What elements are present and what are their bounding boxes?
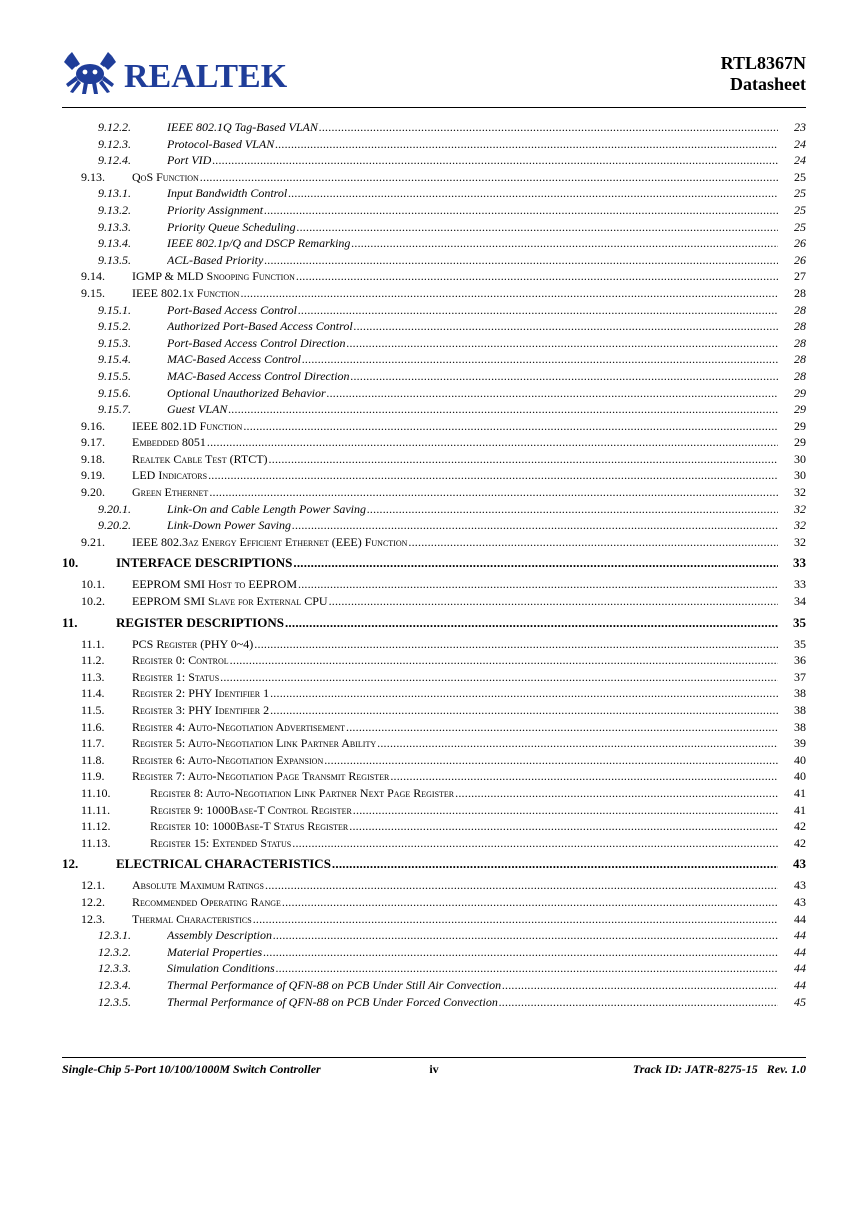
toc-entry-page: 32: [794, 534, 806, 549]
toc-entry-number: 11.6.: [81, 719, 105, 734]
toc-entry-title: EEPROM SMI Slave for External CPU: [132, 594, 328, 609]
toc-entry-number: 9.18.: [81, 451, 105, 466]
toc-entry-number: 9.20.: [81, 485, 105, 500]
toc-entry-title: IGMP & MLD Snooping Function: [132, 269, 295, 284]
toc-entry-number: 12.3.3.: [98, 961, 131, 976]
toc-entry[interactable]: [62, 202, 806, 219]
toc-entry-page: 29: [794, 435, 806, 450]
toc-entry-page: 24: [794, 136, 806, 151]
toc-entry[interactable]: [62, 451, 806, 468]
dot-leader: [327, 385, 778, 402]
toc-entry[interactable]: [62, 285, 806, 302]
toc-entry-title: Register 6: Auto-Negotiation Expansion: [132, 752, 324, 767]
toc-entry-page: 36: [794, 653, 806, 668]
toc-entry-page: 28: [794, 335, 806, 350]
toc-entry[interactable]: [62, 768, 806, 785]
toc-entry-number: 9.19.: [81, 468, 105, 483]
toc-entry-page: 41: [794, 802, 806, 817]
toc-entry-title: IEEE 802.1p/Q and DSCP Remarking: [167, 236, 351, 251]
toc-entry-page: 37: [794, 669, 806, 684]
toc-entry-title: Link-On and Cable Length Power Saving: [167, 501, 366, 516]
dot-leader: [209, 484, 778, 501]
toc-entry[interactable]: [62, 685, 806, 702]
toc-entry-number: 9.13.: [81, 169, 105, 184]
table-of-contents: [62, 119, 806, 1010]
toc-entry-title: Register 4: Auto-Negotiation Advertisement: [132, 719, 346, 734]
toc-entry-page: 30: [794, 451, 806, 466]
dot-leader: [276, 960, 778, 977]
footer-divider: [62, 1057, 806, 1058]
toc-entry-page: 44: [794, 928, 806, 943]
toc-entry[interactable]: [62, 735, 806, 752]
toc-entry[interactable]: [62, 593, 806, 610]
chip-name: RTL8367N: [720, 53, 806, 73]
toc-entry-title: Register 8: Auto-Negotiation Link Partner Next Page Register: [150, 785, 455, 800]
toc-entry-number: 12.3.1.: [98, 928, 131, 943]
toc-entry-number: 11.11.: [81, 802, 111, 817]
toc-entry-title: EEPROM SMI Host to EEPROM: [132, 577, 297, 592]
dot-leader: [332, 855, 778, 873]
toc-entry-number: 9.15.7.: [98, 402, 131, 417]
toc-entry-number: 9.20.1.: [98, 501, 131, 516]
toc-entry-title: Guest VLAN: [167, 402, 228, 417]
toc-entry[interactable]: [62, 614, 806, 632]
toc-entry-page: 32: [794, 501, 806, 516]
toc-entry-number: 9.13.2.: [98, 202, 131, 217]
toc-entry-title: Absolute Maximum Ratings: [132, 878, 265, 893]
toc-entry[interactable]: [62, 467, 806, 484]
toc-entry-page: 44: [794, 961, 806, 976]
dot-leader: [354, 318, 778, 335]
toc-entry-page: 25: [794, 219, 806, 234]
toc-entry-number: 9.13.1.: [98, 186, 131, 201]
dot-leader: [220, 669, 778, 686]
dot-leader: [293, 554, 778, 572]
toc-entry-title: IEEE 802.1D Function: [132, 418, 243, 433]
toc-entry-title: Register 7: Auto-Negotiation Page Transmit Register: [132, 769, 390, 784]
toc-entry-page: 25: [794, 186, 806, 201]
dot-leader: [269, 451, 778, 468]
dot-leader: [263, 944, 778, 961]
toc-entry-title: Register 2: PHY Identifier 1: [132, 686, 270, 701]
toc-entry-number: 11.4.: [81, 686, 105, 701]
toc-entry-page: 28: [794, 368, 806, 383]
toc-entry-number: 11.3.: [81, 669, 105, 684]
toc-entry-number: 10.: [62, 555, 79, 571]
toc-entry-title: Register 3: PHY Identifier 2: [132, 703, 270, 717]
toc-entry[interactable]: [62, 136, 806, 153]
toc-entry-title: Register 9: 1000Base-T Control Register: [150, 802, 352, 817]
toc-entry-number: 9.15.4.: [98, 352, 131, 367]
toc-entry-page: 28: [794, 302, 806, 317]
toc-entry-page: 24: [794, 153, 806, 168]
toc-entry-page: 38: [794, 703, 806, 717]
dot-leader: [208, 467, 778, 484]
toc-entry-page: 42: [794, 819, 806, 834]
toc-entry-title: IEEE 802.3az Energy Efficient Ethernet (EEE) Function: [132, 534, 408, 549]
toc-entry-title: Thermal Characteristics: [132, 911, 252, 926]
toc-entry[interactable]: [62, 119, 806, 136]
toc-entry-page: 28: [794, 319, 806, 334]
toc-entry-title: Green Ethernet: [132, 485, 209, 500]
dot-leader: [377, 735, 778, 752]
toc-entry-number: 11.9.: [81, 769, 105, 784]
toc-entry-page: 42: [794, 835, 806, 850]
doc-type: Datasheet: [730, 74, 806, 94]
toc-entry-page: 39: [794, 736, 806, 751]
toc-entry-number: 9.14.: [81, 269, 105, 284]
dot-leader: [200, 169, 778, 186]
toc-entry[interactable]: [62, 802, 806, 819]
toc-entry[interactable]: [62, 185, 806, 202]
toc-entry[interactable]: [62, 554, 806, 572]
dot-leader: [240, 285, 778, 302]
toc-entry[interactable]: [62, 855, 806, 873]
toc-entry-number: 9.13.3.: [98, 219, 131, 234]
toc-entry[interactable]: [62, 484, 806, 501]
toc-entry-title: Register 10: 1000Base-T Status Register: [150, 819, 349, 834]
toc-entry-page: 43: [793, 856, 806, 872]
toc-entry[interactable]: [62, 785, 806, 802]
toc-entry-title: INTERFACE DESCRIPTIONS: [116, 555, 293, 571]
toc-entry-page: 40: [794, 752, 806, 767]
toc-entry-number: 9.21.: [81, 534, 105, 549]
toc-entry[interactable]: [62, 894, 806, 911]
toc-entry[interactable]: [62, 944, 806, 961]
toc-entry-title: Register 15: Extended Status: [150, 835, 292, 850]
toc-entry-page: 25: [794, 202, 806, 217]
toc-entry-title: Thermal Performance of QFN-88 on PCB Under Still Air Convection: [167, 977, 502, 992]
toc-entry-page: 44: [794, 977, 806, 992]
dot-leader: [298, 576, 778, 593]
toc-entry-number: 9.13.5.: [98, 252, 131, 267]
dot-leader: [499, 994, 778, 1011]
toc-entry-page: 35: [794, 636, 806, 651]
toc-entry-number: 11.10.: [81, 785, 111, 800]
toc-entry-title: ELECTRICAL CHARACTERISTICS: [116, 856, 331, 872]
toc-entry-title: Recommended Operating Range: [132, 894, 281, 909]
toc-entry-number: 12.3.: [81, 911, 105, 926]
dot-leader: [347, 335, 778, 352]
toc-entry-title: REGISTER DESCRIPTIONS: [116, 614, 284, 630]
toc-entry[interactable]: [62, 927, 806, 944]
dot-leader: [324, 752, 778, 769]
toc-entry-title: Register 1: Status: [132, 669, 220, 684]
dot-leader: [455, 785, 778, 802]
dot-leader: [282, 894, 778, 911]
toc-entry-number: 11.13.: [81, 835, 111, 850]
dot-leader: [292, 835, 778, 852]
toc-entry-title: MAC-Based Access Control Direction: [167, 368, 350, 383]
toc-entry-page: 43: [794, 878, 806, 893]
page-header: [62, 44, 806, 108]
toc-entry-number: 11.2.: [81, 653, 105, 668]
dot-leader: [502, 977, 778, 994]
dot-leader: [292, 517, 778, 534]
toc-entry[interactable]: [62, 401, 806, 418]
toc-entry-title: Embedded 8051: [132, 435, 206, 450]
toc-entry-page: 26: [794, 252, 806, 267]
dot-leader: [297, 219, 778, 236]
toc-entry-page: 35: [793, 614, 806, 630]
toc-entry-title: PCS Register (PHY 0~4): [132, 636, 254, 651]
realtek-logo: [62, 50, 302, 96]
toc-entry[interactable]: [62, 152, 806, 169]
toc-entry-title: Realtek Cable Test (RTCT): [132, 451, 268, 466]
toc-entry-page: 30: [794, 468, 806, 483]
toc-entry-number: 9.15.6.: [98, 385, 131, 400]
dot-leader: [207, 434, 778, 451]
toc-entry-title: Port-Based Access Control Direction: [167, 335, 346, 350]
toc-entry-number: 9.13.4.: [98, 236, 131, 251]
toc-entry-title: QoS Function: [132, 169, 199, 184]
toc-entry-page: 44: [794, 944, 806, 959]
toc-entry[interactable]: [62, 252, 806, 269]
toc-entry[interactable]: [62, 977, 806, 994]
toc-entry-title: Input Bandwidth Control: [167, 186, 288, 201]
dot-leader: [212, 152, 778, 169]
toc-entry-number: 9.15.3.: [98, 335, 131, 350]
footer-track-id: Track ID: JATR-8275-15 Rev. 1.0: [632, 1062, 806, 1076]
toc-entry[interactable]: [62, 434, 806, 451]
toc-entry-page: 32: [794, 518, 806, 533]
toc-entry-title: Simulation Conditions: [167, 961, 275, 976]
toc-entry-page: 40: [794, 769, 806, 784]
dot-leader: [264, 202, 778, 219]
document-title: [721, 53, 806, 95]
toc-entry-title: Protocol-Based VLAN: [167, 136, 275, 151]
toc-entry-title: Link-Down Power Saving: [167, 518, 291, 533]
toc-entry[interactable]: [62, 994, 806, 1011]
toc-entry[interactable]: [62, 169, 806, 186]
crab-emblem-icon: [64, 52, 116, 94]
toc-entry-number: 12.3.2.: [98, 944, 131, 959]
dot-leader: [349, 818, 778, 835]
toc-entry-number: 11.7.: [81, 736, 105, 751]
toc-entry-title: Material Properties: [167, 944, 263, 959]
dot-leader: [228, 401, 778, 418]
toc-entry-title: Priority Assignment: [167, 202, 264, 217]
toc-entry-title: MAC-Based Access Control: [167, 352, 301, 367]
dot-leader: [264, 252, 778, 269]
toc-entry[interactable]: [62, 268, 806, 285]
dot-leader: [273, 927, 778, 944]
toc-entry[interactable]: [62, 702, 806, 719]
toc-entry-number: 10.2.: [81, 594, 105, 609]
dot-leader: [275, 136, 778, 153]
toc-entry-number: 9.15.2.: [98, 319, 131, 334]
toc-entry-title: Priority Queue Scheduling: [167, 219, 296, 234]
toc-entry[interactable]: [62, 719, 806, 736]
dot-leader: [346, 719, 778, 736]
toc-entry[interactable]: [62, 517, 806, 534]
toc-entry-number: 11.12.: [81, 819, 111, 834]
toc-entry-page: 41: [794, 785, 806, 800]
toc-entry[interactable]: [62, 636, 806, 653]
toc-entry[interactable]: [62, 235, 806, 252]
toc-entry[interactable]: [62, 835, 806, 852]
toc-entry-title: LED Indicators: [132, 468, 208, 483]
toc-entry-number: 9.12.4.: [98, 153, 131, 168]
toc-entry[interactable]: [62, 652, 806, 669]
toc-entry[interactable]: [62, 351, 806, 368]
toc-entry-title: Thermal Performance of QFN-88 on PCB Under Forced Convection: [167, 994, 498, 1009]
toc-entry-page: 26: [794, 236, 806, 251]
toc-entry-page: 34: [794, 594, 806, 609]
toc-entry[interactable]: [62, 418, 806, 435]
toc-entry-number: 9.20.2.: [98, 518, 131, 533]
toc-entry[interactable]: [62, 669, 806, 686]
page-number: iv: [429, 1062, 439, 1076]
dot-leader: [353, 802, 778, 819]
toc-entry-number: 9.15.5.: [98, 368, 131, 383]
toc-entry-number: 9.17.: [81, 435, 105, 450]
toc-entry[interactable]: [62, 368, 806, 385]
toc-entry[interactable]: [62, 877, 806, 894]
toc-entry-number: 9.12.3.: [98, 136, 131, 151]
toc-entry-page: 32: [794, 485, 806, 500]
toc-entry-title: ACL-Based Priority: [167, 252, 264, 267]
toc-entry[interactable]: [62, 911, 806, 928]
toc-entry-number: 12.2.: [81, 894, 105, 909]
dot-leader: [285, 614, 778, 632]
dot-leader: [230, 652, 778, 669]
toc-entry-number: 12.3.4.: [98, 977, 131, 992]
dot-leader: [351, 368, 778, 385]
toc-entry-page: 28: [794, 352, 806, 367]
toc-entry-page: 44: [794, 911, 806, 926]
toc-entry-title: Port VID: [167, 153, 212, 168]
brand-name: REALTEK: [124, 58, 288, 95]
dot-leader: [329, 593, 778, 610]
dot-leader: [298, 302, 778, 319]
toc-entry-number: 12.3.5.: [98, 994, 131, 1009]
toc-entry-number: 9.15.1.: [98, 302, 131, 317]
toc-entry[interactable]: [62, 335, 806, 352]
dot-leader: [253, 911, 778, 928]
toc-entry-title: Assembly Description: [167, 928, 272, 943]
toc-entry-page: 38: [794, 686, 806, 701]
dot-leader: [243, 418, 778, 435]
toc-entry-page: 28: [794, 285, 806, 300]
toc-entry[interactable]: [62, 302, 806, 319]
toc-entry-page: 27: [794, 269, 806, 284]
toc-entry-page: 43: [794, 894, 806, 909]
toc-entry-number: 12.1.: [81, 878, 105, 893]
toc-entry[interactable]: [62, 960, 806, 977]
toc-entry-title: Authorized Port-Based Access Control: [167, 319, 353, 334]
dot-leader: [288, 185, 778, 202]
toc-entry-number: 9.15.: [81, 285, 105, 300]
dot-leader: [296, 268, 778, 285]
toc-entry-title: Register 5: Auto-Negotiation Link Partner Ability: [132, 736, 377, 751]
toc-entry[interactable]: [62, 818, 806, 835]
toc-entry[interactable]: [62, 318, 806, 335]
toc-entry[interactable]: [62, 501, 806, 518]
dot-leader: [367, 501, 778, 518]
toc-entry-number: 11.5.: [81, 703, 105, 717]
toc-entry-number: 11.1.: [81, 636, 105, 651]
toc-entry-page: 38: [794, 719, 806, 734]
toc-entry[interactable]: [62, 752, 806, 769]
toc-entry-page: 29: [794, 402, 806, 417]
toc-entry-number: 9.12.2.: [98, 120, 131, 134]
toc-entry[interactable]: [62, 534, 806, 551]
toc-entry-title: IEEE 802.1Q Tag-Based VLAN: [167, 120, 318, 134]
toc-entry-title: Optional Unauthorized Behavior: [167, 385, 326, 400]
toc-entry[interactable]: [62, 385, 806, 402]
toc-entry-number: 10.1.: [81, 577, 105, 592]
dot-leader: [265, 877, 778, 894]
header-divider: [62, 107, 806, 108]
dot-leader: [302, 351, 778, 368]
dot-leader: [390, 768, 778, 785]
toc-entry-title: IEEE 802.1x Function: [132, 285, 240, 300]
toc-entry[interactable]: [62, 576, 806, 593]
toc-entry-page: 45: [794, 994, 806, 1009]
toc-entry-page: 33: [794, 577, 806, 592]
dot-leader: [351, 235, 778, 252]
toc-entry[interactable]: [62, 219, 806, 236]
toc-entry-page: 23: [794, 120, 806, 134]
footer-product: Single-Chip 5-Port 10/100/1000M Switch Controller: [62, 1062, 321, 1076]
toc-entry-page: 29: [794, 385, 806, 400]
toc-entry-page: 33: [793, 555, 806, 571]
toc-entry-title: Port-Based Access Control: [167, 302, 297, 317]
dot-leader: [270, 702, 778, 719]
dot-leader: [319, 119, 778, 136]
toc-entry-page: 25: [794, 169, 806, 184]
page-footer: [62, 1061, 806, 1079]
toc-entry-number: 9.16.: [81, 418, 105, 433]
dot-leader: [408, 534, 778, 551]
dot-leader: [254, 636, 778, 653]
dot-leader: [270, 685, 778, 702]
toc-entry-title: Register 0: Control: [132, 653, 229, 668]
toc-entry-number: 11.8.: [81, 752, 105, 767]
toc-entry-number: 12.: [62, 856, 79, 872]
toc-entry-number: 11.: [62, 614, 78, 630]
toc-entry-page: 29: [794, 418, 806, 433]
